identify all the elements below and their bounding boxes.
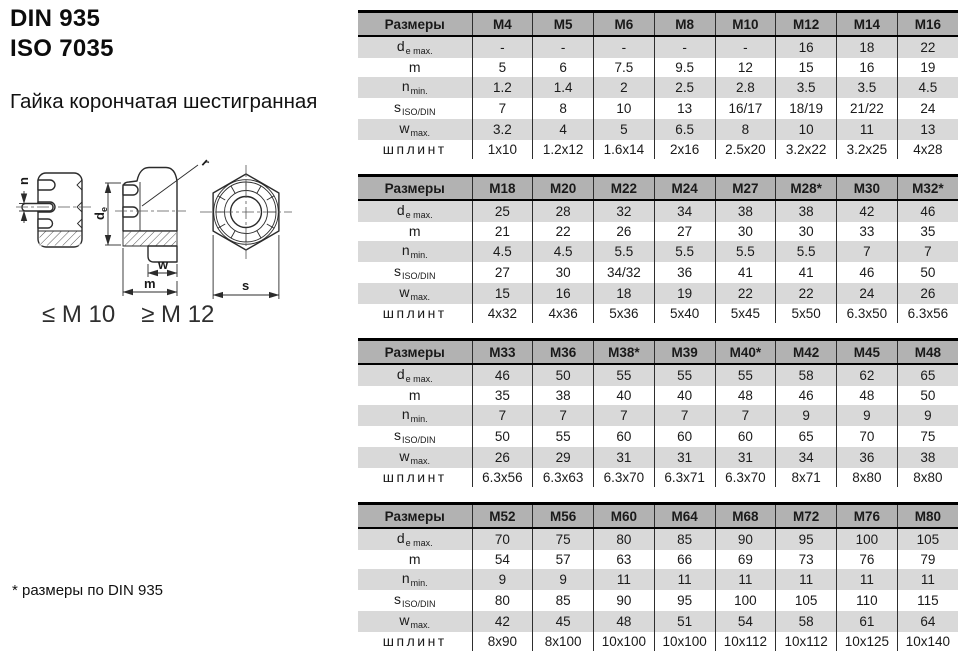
value-cell: 9 — [533, 569, 594, 590]
value-cell: 11 — [776, 569, 837, 590]
value-cell: 7 — [533, 405, 594, 426]
table-row-w-max — [358, 283, 958, 304]
value-cell: 5x36 — [594, 304, 655, 323]
value-cell: 7 — [472, 405, 533, 426]
value-cell: 100 — [837, 528, 898, 550]
row-label-shplint: шплинт — [382, 469, 447, 485]
value-cell: 42 — [837, 200, 898, 222]
value-cell: 34 — [654, 200, 715, 222]
table-row-de-max — [358, 200, 958, 222]
value-cell: 55 — [594, 364, 655, 386]
size-range-large: ≥ M 12 — [141, 301, 215, 328]
table-row-n-min — [358, 77, 958, 98]
value-cell: 10x125 — [837, 632, 898, 651]
table-row-m — [358, 58, 958, 77]
value-cell: 50 — [533, 364, 594, 386]
value-cell: 1x10 — [472, 140, 533, 159]
table-row-w-max — [358, 447, 958, 468]
value-cell: 3.5 — [776, 77, 837, 98]
row-label-w-max: $w_{max.}$ — [358, 447, 472, 468]
standard-iso-title: ISO 7035 — [10, 35, 114, 62]
value-cell: 3.2x25 — [837, 140, 898, 159]
table-row-shplint — [358, 632, 958, 651]
value-cell: 76 — [837, 550, 898, 569]
value-cell: 26 — [472, 447, 533, 468]
column-header-m16: M16 — [897, 12, 958, 37]
row-label-shplint: шплинт — [382, 305, 447, 321]
top-view-hex-nut — [200, 165, 292, 299]
value-cell: 64 — [897, 611, 958, 632]
column-header-m4: M4 — [472, 12, 533, 37]
column-header-m10: M10 — [715, 12, 776, 37]
value-cell: 31 — [654, 447, 715, 468]
value-cell: 5.5 — [594, 241, 655, 262]
value-cell: 3.2x22 — [776, 140, 837, 159]
dimension-table-m4-m16 — [358, 10, 958, 159]
value-cell: 9 — [897, 405, 958, 426]
column-header-m30: M30 — [837, 176, 898, 201]
value-cell: 34 — [776, 447, 837, 468]
side-view-small-nut — [16, 173, 94, 247]
value-cell: 50 — [897, 262, 958, 283]
value-cell: 7 — [897, 241, 958, 262]
dimension-table-m52-m80 — [358, 502, 958, 651]
value-cell: 10x100 — [654, 632, 715, 651]
value-cell: 22 — [715, 283, 776, 304]
column-header-m68: M68 — [715, 504, 776, 529]
value-cell: 11 — [594, 569, 655, 590]
value-cell: 19 — [654, 283, 715, 304]
value-cell: 1.2 — [472, 77, 533, 98]
value-cell: 2.5 — [654, 77, 715, 98]
value-cell: 8x80 — [837, 468, 898, 487]
value-cell: 10x112 — [715, 632, 776, 651]
value-cell: 16 — [837, 58, 898, 77]
value-cell: 6.3x70 — [715, 468, 776, 487]
value-cell: 22 — [776, 283, 837, 304]
value-cell: 7 — [594, 405, 655, 426]
table-row-w-max — [358, 611, 958, 632]
value-cell: 22 — [897, 36, 958, 58]
table-row-n-min — [358, 569, 958, 590]
value-cell: 75 — [897, 426, 958, 447]
value-cell: 8x100 — [533, 632, 594, 651]
column-header-m24: M24 — [654, 176, 715, 201]
side-view-large-nut — [92, 155, 213, 296]
value-cell: 79 — [897, 550, 958, 569]
value-cell: 70 — [837, 426, 898, 447]
value-cell: 75 — [533, 528, 594, 550]
row-label-s-iso-din: $s_{ISO/DIN}$ — [393, 263, 436, 281]
value-cell: 80 — [594, 528, 655, 550]
column-header-m39: M39 — [654, 340, 715, 365]
value-cell: 10x140 — [897, 632, 958, 651]
table-row-shplint — [358, 140, 958, 159]
value-cell: 4.5 — [897, 77, 958, 98]
value-cell: 11 — [897, 569, 958, 590]
column-header-m28: M28* — [776, 176, 837, 201]
value-cell: 11 — [654, 569, 715, 590]
column-header-m20: M20 — [533, 176, 594, 201]
value-cell: 31 — [594, 447, 655, 468]
value-cell: 7 — [472, 98, 533, 119]
value-cell: 15 — [472, 283, 533, 304]
value-cell: 5x40 — [654, 304, 715, 323]
value-cell: 16 — [776, 36, 837, 58]
value-cell: 25 — [472, 200, 533, 222]
value-cell: 8 — [533, 98, 594, 119]
column-header-m40: M40* — [715, 340, 776, 365]
value-cell: 10x100 — [594, 632, 655, 651]
dim-label-n: n — [16, 177, 31, 185]
value-cell: 54 — [715, 611, 776, 632]
value-cell: 15 — [776, 58, 837, 77]
value-cell: 5.5 — [715, 241, 776, 262]
value-cell: 61 — [837, 611, 898, 632]
value-cell: 30 — [715, 222, 776, 241]
column-header-m33: M33 — [472, 340, 533, 365]
value-cell: 2.8 — [715, 77, 776, 98]
value-cell: 10x112 — [776, 632, 837, 651]
value-cell: 6.5 — [654, 119, 715, 140]
table-corner-label: Размеры — [358, 12, 472, 37]
value-cell: 10 — [594, 98, 655, 119]
value-cell: 6.3x56 — [472, 468, 533, 487]
value-cell: 40 — [654, 386, 715, 405]
tables-panel — [358, 10, 958, 666]
dim-label-w: w — [158, 257, 169, 272]
row-label-s-iso-din: $s_{ISO/DIN}$ — [393, 427, 436, 445]
value-cell: - — [533, 36, 594, 58]
table-row-m — [358, 222, 958, 241]
left-panel — [10, 4, 355, 614]
value-cell: 70 — [472, 528, 533, 550]
value-cell: 85 — [533, 590, 594, 611]
value-cell: 5.5 — [776, 241, 837, 262]
value-cell: 30 — [776, 222, 837, 241]
value-cell: 60 — [715, 426, 776, 447]
value-cell: 7 — [654, 405, 715, 426]
value-cell: 16 — [533, 283, 594, 304]
value-cell: 11 — [715, 569, 776, 590]
value-cell: 5.5 — [654, 241, 715, 262]
row-label-n-min: $n_{min.}$ — [358, 77, 472, 98]
column-header-m45: M45 — [837, 340, 898, 365]
dim-label-de: $d_e$ — [92, 207, 109, 220]
value-cell: 9.5 — [654, 58, 715, 77]
value-cell: 50 — [897, 386, 958, 405]
table-row-n-min — [358, 241, 958, 262]
value-cell: 22 — [533, 222, 594, 241]
value-cell: 48 — [594, 611, 655, 632]
value-cell: 6.3x71 — [654, 468, 715, 487]
standard-din-title: DIN 935 — [10, 5, 101, 32]
table-row-shplint — [358, 468, 958, 487]
value-cell: 105 — [776, 590, 837, 611]
value-cell: 100 — [715, 590, 776, 611]
value-cell: - — [594, 36, 655, 58]
column-header-m64: M64 — [654, 504, 715, 529]
row-label-n-min: $n_{min.}$ — [358, 405, 472, 426]
value-cell: 32 — [594, 200, 655, 222]
dim-label-r: r — [198, 155, 213, 170]
value-cell: 42 — [472, 611, 533, 632]
value-cell: 45 — [533, 611, 594, 632]
value-cell: 38 — [533, 386, 594, 405]
value-cell: 35 — [897, 222, 958, 241]
column-header-m60: M60 — [594, 504, 655, 529]
value-cell: 38 — [776, 200, 837, 222]
value-cell: 6.3x70 — [594, 468, 655, 487]
table-row-s-iso-din — [358, 426, 958, 447]
value-cell: 27 — [472, 262, 533, 283]
value-cell: 8x80 — [897, 468, 958, 487]
value-cell: 24 — [837, 283, 898, 304]
value-cell: 21/22 — [837, 98, 898, 119]
value-cell: 46 — [472, 364, 533, 386]
row-label-de-max: $d_{e max.}$ — [358, 36, 472, 58]
column-header-m42: M42 — [776, 340, 837, 365]
table-row-de-max — [358, 528, 958, 550]
value-cell: 90 — [715, 528, 776, 550]
value-cell: 65 — [897, 364, 958, 386]
value-cell: 57 — [533, 550, 594, 569]
table-row-n-min — [358, 405, 958, 426]
value-cell: 63 — [594, 550, 655, 569]
row-label-de-max: $d_{e max.}$ — [358, 364, 472, 386]
value-cell: 10 — [776, 119, 837, 140]
value-cell: 18/19 — [776, 98, 837, 119]
value-cell: 6 — [533, 58, 594, 77]
value-cell: 13 — [654, 98, 715, 119]
table-row-de-max — [358, 36, 958, 58]
value-cell: 38 — [897, 447, 958, 468]
value-cell: 4.5 — [533, 241, 594, 262]
row-label-m: m — [408, 59, 421, 75]
value-cell: 18 — [594, 283, 655, 304]
column-header-m6: M6 — [594, 12, 655, 37]
column-header-m56: M56 — [533, 504, 594, 529]
table-row-w-max — [358, 119, 958, 140]
value-cell: 5 — [472, 58, 533, 77]
table-row-s-iso-din — [358, 98, 958, 119]
value-cell: 55 — [654, 364, 715, 386]
value-cell: 65 — [776, 426, 837, 447]
value-cell: 46 — [837, 262, 898, 283]
value-cell: 7.5 — [594, 58, 655, 77]
value-cell: 35 — [472, 386, 533, 405]
column-header-m14: M14 — [837, 12, 898, 37]
table-corner-label: Размеры — [358, 176, 472, 201]
table-row-m — [358, 386, 958, 405]
value-cell: 6.3x56 — [897, 304, 958, 323]
value-cell: 13 — [897, 119, 958, 140]
value-cell: 60 — [594, 426, 655, 447]
row-label-m: m — [408, 551, 421, 567]
value-cell: 28 — [533, 200, 594, 222]
value-cell: 80 — [472, 590, 533, 611]
size-range-small: ≤ M 10 — [42, 301, 116, 328]
value-cell: 2.5x20 — [715, 140, 776, 159]
value-cell: 6.3x63 — [533, 468, 594, 487]
value-cell: - — [654, 36, 715, 58]
value-cell: - — [715, 36, 776, 58]
value-cell: 26 — [594, 222, 655, 241]
value-cell: 73 — [776, 550, 837, 569]
value-cell: 5 — [594, 119, 655, 140]
value-cell: 7 — [837, 241, 898, 262]
value-cell: 46 — [897, 200, 958, 222]
value-cell: 85 — [654, 528, 715, 550]
row-label-de-max: $d_{e max.}$ — [358, 200, 472, 222]
column-header-m27: M27 — [715, 176, 776, 201]
value-cell: 54 — [472, 550, 533, 569]
row-label-m: m — [408, 387, 421, 403]
value-cell: 30 — [533, 262, 594, 283]
value-cell: 12 — [715, 58, 776, 77]
value-cell: 31 — [715, 447, 776, 468]
row-label-n-min: $n_{min.}$ — [358, 241, 472, 262]
column-header-m36: M36 — [533, 340, 594, 365]
row-label-w-max: $w_{max.}$ — [358, 611, 472, 632]
table-row-de-max — [358, 364, 958, 386]
value-cell: 2 — [594, 77, 655, 98]
value-cell: 95 — [654, 590, 715, 611]
value-cell: 4x28 — [897, 140, 958, 159]
row-label-s-iso-din: $s_{ISO/DIN}$ — [393, 591, 436, 609]
column-header-m8: M8 — [654, 12, 715, 37]
table-row-shplint — [358, 304, 958, 323]
value-cell: 8x90 — [472, 632, 533, 651]
value-cell: 18 — [837, 36, 898, 58]
value-cell: - — [472, 36, 533, 58]
size-range-labels — [42, 301, 214, 329]
castle-nut-technical-drawing — [8, 152, 323, 308]
column-header-m5: M5 — [533, 12, 594, 37]
value-cell: 40 — [594, 386, 655, 405]
row-label-m: m — [408, 223, 421, 239]
value-cell: 33 — [837, 222, 898, 241]
table-corner-label: Размеры — [358, 340, 472, 365]
value-cell: 1.2x12 — [533, 140, 594, 159]
value-cell: 24 — [897, 98, 958, 119]
value-cell: 41 — [776, 262, 837, 283]
row-label-w-max: $w_{max.}$ — [358, 119, 472, 140]
value-cell: 4.5 — [472, 241, 533, 262]
row-label-de-max: $d_{e max.}$ — [358, 528, 472, 550]
column-header-m22: M22 — [594, 176, 655, 201]
row-label-w-max: $w_{max.}$ — [358, 283, 472, 304]
footnote: * размеры по DIN 935 — [12, 582, 164, 599]
dim-label-s: s — [242, 278, 250, 293]
column-header-m52: M52 — [472, 504, 533, 529]
value-cell: 95 — [776, 528, 837, 550]
value-cell: 8 — [715, 119, 776, 140]
value-cell: 48 — [715, 386, 776, 405]
value-cell: 8x71 — [776, 468, 837, 487]
value-cell: 3.5 — [837, 77, 898, 98]
value-cell: 29 — [533, 447, 594, 468]
value-cell: 34/32 — [594, 262, 655, 283]
value-cell: 1.6x14 — [594, 140, 655, 159]
product-name: Гайка корончатая шестигранная — [10, 90, 318, 113]
dimension-table-m33-m48 — [358, 338, 958, 487]
value-cell: 7 — [715, 405, 776, 426]
value-cell: 4x32 — [472, 304, 533, 323]
value-cell: 55 — [533, 426, 594, 447]
table-row-s-iso-din — [358, 590, 958, 611]
row-label-s-iso-din: $s_{ISO/DIN}$ — [393, 99, 436, 117]
value-cell: 1.4 — [533, 77, 594, 98]
table-row-s-iso-din — [358, 262, 958, 283]
value-cell: 2x16 — [654, 140, 715, 159]
value-cell: 5x45 — [715, 304, 776, 323]
column-header-m12: M12 — [776, 12, 837, 37]
value-cell: 6.3x50 — [837, 304, 898, 323]
value-cell: 9 — [837, 405, 898, 426]
value-cell: 105 — [897, 528, 958, 550]
value-cell: 60 — [654, 426, 715, 447]
value-cell: 110 — [837, 590, 898, 611]
value-cell: 19 — [897, 58, 958, 77]
column-header-m38: M38* — [594, 340, 655, 365]
value-cell: 90 — [594, 590, 655, 611]
value-cell: 36 — [837, 447, 898, 468]
value-cell: 27 — [654, 222, 715, 241]
value-cell: 48 — [837, 386, 898, 405]
dim-label-m: m — [144, 276, 156, 291]
value-cell: 46 — [776, 386, 837, 405]
value-cell: 66 — [654, 550, 715, 569]
value-cell: 5x50 — [776, 304, 837, 323]
value-cell: 4x36 — [533, 304, 594, 323]
value-cell: 4 — [533, 119, 594, 140]
value-cell: 11 — [837, 569, 898, 590]
column-header-m72: M72 — [776, 504, 837, 529]
column-header-m48: M48 — [897, 340, 958, 365]
dimension-table-m18-m32 — [358, 174, 958, 323]
value-cell: 51 — [654, 611, 715, 632]
value-cell: 58 — [776, 611, 837, 632]
value-cell: 16/17 — [715, 98, 776, 119]
row-label-shplint: шплинт — [382, 633, 447, 649]
column-header-m76: M76 — [837, 504, 898, 529]
value-cell: 38 — [715, 200, 776, 222]
row-label-n-min: $n_{min.}$ — [358, 569, 472, 590]
value-cell: 62 — [837, 364, 898, 386]
value-cell: 9 — [776, 405, 837, 426]
row-label-shplint: шплинт — [382, 141, 447, 157]
value-cell: 115 — [897, 590, 958, 611]
value-cell: 55 — [715, 364, 776, 386]
value-cell: 58 — [776, 364, 837, 386]
table-row-m — [358, 550, 958, 569]
value-cell: 9 — [472, 569, 533, 590]
column-header-m32: M32* — [897, 176, 958, 201]
column-header-m18: M18 — [472, 176, 533, 201]
value-cell: 41 — [715, 262, 776, 283]
value-cell: 21 — [472, 222, 533, 241]
value-cell: 50 — [472, 426, 533, 447]
value-cell: 26 — [897, 283, 958, 304]
table-corner-label: Размеры — [358, 504, 472, 529]
value-cell: 36 — [654, 262, 715, 283]
value-cell: 11 — [837, 119, 898, 140]
value-cell: 69 — [715, 550, 776, 569]
column-header-m80: M80 — [897, 504, 958, 529]
value-cell: 3.2 — [472, 119, 533, 140]
